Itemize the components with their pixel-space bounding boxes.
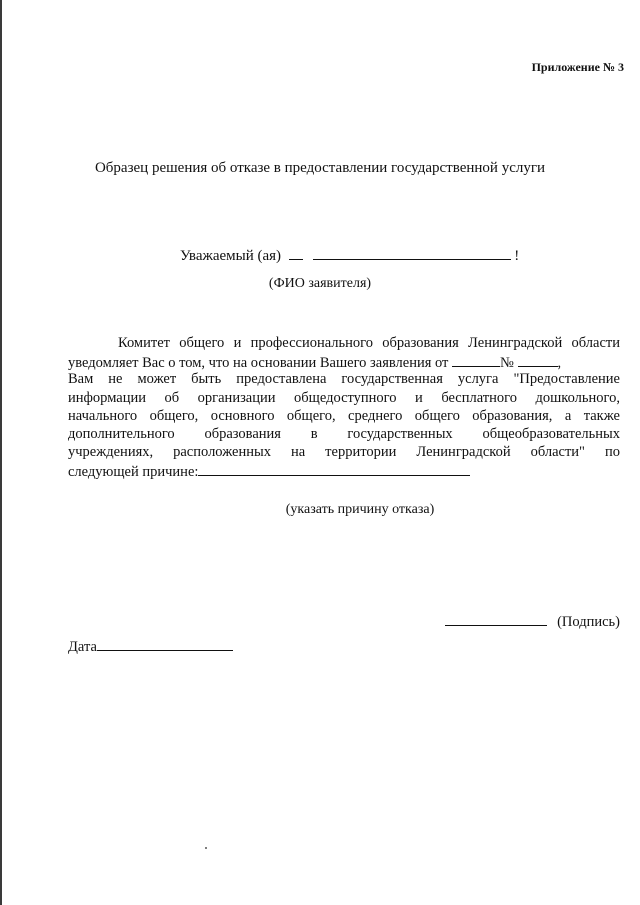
greeting-line [180, 245, 519, 265]
body-line-2 [68, 352, 620, 370]
signature-label: (Подпись) [557, 614, 620, 630]
date-blank [97, 636, 233, 651]
greeting-suffix: ! [514, 248, 520, 264]
signature-blank [445, 611, 547, 626]
decision-body [68, 334, 620, 480]
reason-blank [198, 461, 470, 476]
body-line-2-comma: , [557, 355, 562, 372]
reason-label: следующей причине: [68, 464, 199, 481]
body-line-3: Вам не может быть предоставлена государственная услуга "Предоставление [68, 371, 620, 388]
scan-edge-line [0, 0, 2, 905]
greeting-blank-short [289, 245, 303, 260]
date-row [68, 636, 233, 656]
body-line-1: Комитет общего и профессионального образования Ленинградской области [118, 335, 620, 351]
signature-row [445, 611, 620, 631]
application-number-blank [518, 352, 558, 367]
body-line-4: информации об организации общедоступного и бесплатного дошкольного, [68, 389, 620, 406]
greeting-prefix: Уважаемый (ая) [180, 248, 282, 264]
appendix-label: Приложение № 3 [531, 60, 624, 74]
body-line-5: начального общего, основного общего, среднего общего образования, а также [68, 407, 620, 424]
body-line-2-text: уведомляет Вас о том, что на основании Вашего заявления от [68, 355, 449, 372]
scan-speck [205, 847, 207, 849]
applicant-name-blank [313, 245, 511, 260]
document-title: Образец решения об отказе в предоставлении государственной услуги [94, 160, 546, 176]
fio-caption: (ФИО заявителя) [268, 276, 372, 291]
body-line-8 [68, 461, 620, 479]
number-sign: № [500, 355, 514, 372]
date-label: Дата [68, 639, 97, 655]
body-line-7: учреждениях, расположенных на территории Ленинградской области" по [68, 444, 620, 461]
reason-caption: (указать причину отказа) [285, 502, 435, 517]
application-date-blank [452, 352, 500, 367]
body-line-6: дополнительного образования в государственных общеобразовательных [68, 425, 620, 442]
